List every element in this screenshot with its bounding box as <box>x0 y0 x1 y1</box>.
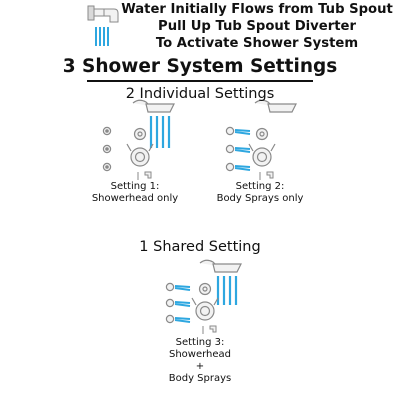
setting-1-illustration <box>103 100 174 180</box>
setting-3-illustration <box>166 260 241 334</box>
main-title: 3 Shower System Settings <box>62 56 338 77</box>
small-tub-spout-icon <box>260 172 273 180</box>
setting-1-caption <box>90 181 180 205</box>
intro-line-2: Pull Up Tub Spout Diverter <box>158 19 356 34</box>
body-spray-water-icon <box>235 130 250 170</box>
setting-1-desc: Showerhead only <box>91 193 179 204</box>
setting-3-label: Setting 3: <box>175 337 225 348</box>
setting-2-label: Setting 2: <box>235 181 285 192</box>
setting-3-desc-1: Showerhead <box>168 349 232 360</box>
intro-line-1: Water Initially Flows from Tub Spout <box>121 2 393 17</box>
small-tub-spout-icon <box>138 172 151 180</box>
tub-spout-water-icon <box>96 27 108 46</box>
setting-2-illustration <box>226 100 296 180</box>
body-spray-jets-icon <box>103 127 110 170</box>
intro-line-3: To Activate Shower System <box>155 36 359 51</box>
setting-3-desc-2: + <box>195 361 205 372</box>
intro-instructions <box>116 1 398 52</box>
setting-3-desc-3: Body Sprays <box>168 373 232 384</box>
valve-trim-icon <box>249 129 275 167</box>
body-spray-jets-icon <box>226 127 233 170</box>
body-spray-water-icon <box>175 286 190 322</box>
setting-2-caption <box>210 181 310 205</box>
tub-spout-icon <box>88 6 118 22</box>
showerhead-water-icon <box>151 116 169 148</box>
setting-3-caption <box>155 337 245 385</box>
setting-2-desc: Body Sprays only <box>216 193 304 204</box>
section-shared-title: 1 Shared Setting <box>139 239 261 255</box>
showerhead-water-icon <box>218 276 236 305</box>
setting-1-label: Setting 1: <box>110 181 160 192</box>
small-tub-spout-icon <box>203 326 216 334</box>
section-individual-title: 2 Individual Settings <box>125 86 275 102</box>
valve-trim-icon <box>192 284 218 321</box>
main-title-underline <box>87 80 313 82</box>
body-spray-jets-icon <box>166 283 173 322</box>
showerhead-icon <box>200 260 241 272</box>
valve-trim-icon <box>127 129 153 167</box>
